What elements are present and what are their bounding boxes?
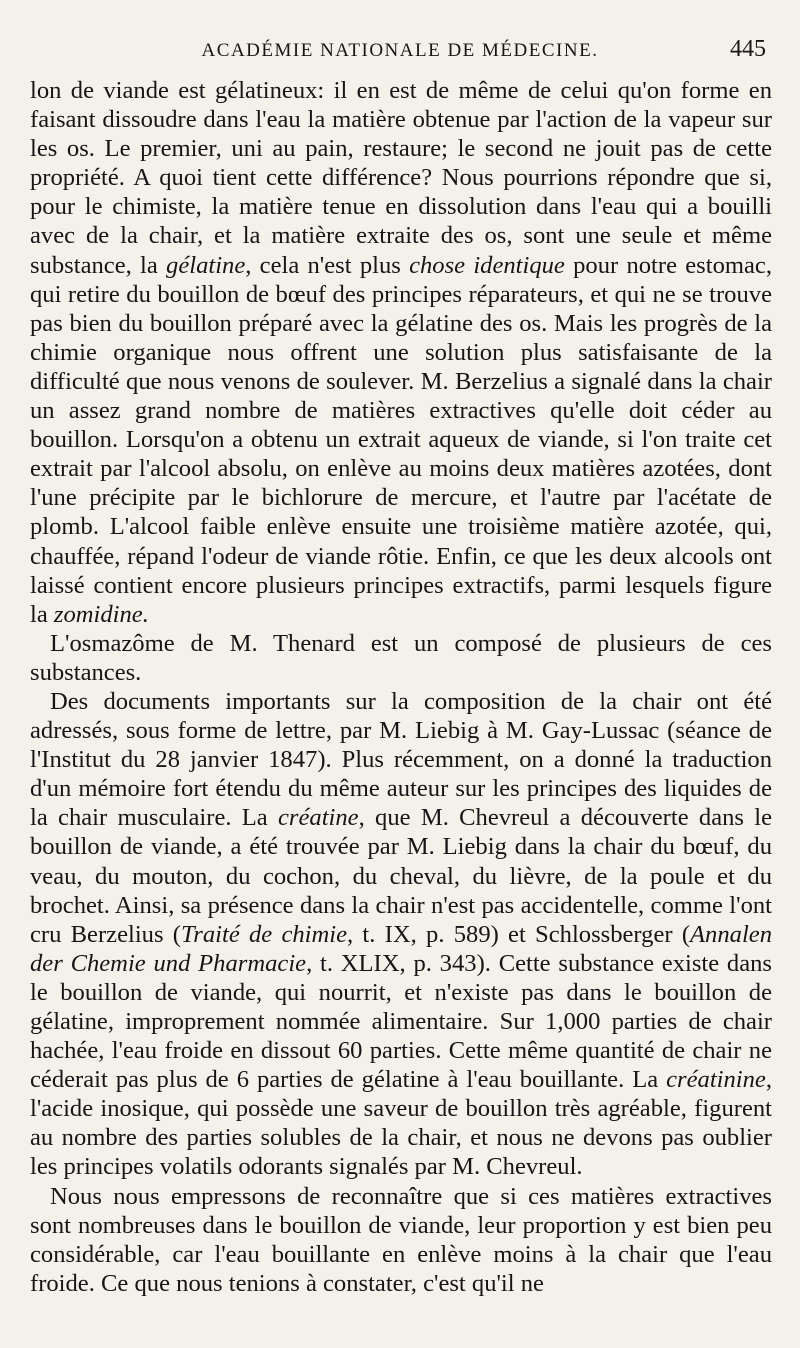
- italic-text: gélatine: [166, 251, 246, 279]
- text-run: , t. IX, p. 589) et Schlossberger (: [347, 920, 691, 948]
- paragraph: [30, 1182, 772, 1298]
- italic-text: chose identique: [409, 251, 565, 279]
- italic-text: zomidine.: [53, 600, 149, 628]
- paragraph: [30, 687, 772, 1182]
- italic-text: Traité de chimie: [180, 920, 348, 948]
- running-header: [30, 36, 772, 76]
- italic-text: Annalen der Chemie und Pharmacie: [30, 920, 772, 977]
- text-run: , cela n'est plus: [245, 251, 410, 279]
- paragraph: [30, 629, 772, 687]
- text-run: Nous nous empressons de reconnaître que si ces matières extractives sont nombreuses dans le bouillon de viande, leur proportion y est bien peu considérable, car l'eau bouillante en enlève moins à la chair que l'eau froide. Ce que nous tenions à constater, c'est qu'il ne: [30, 1182, 772, 1297]
- italic-text: créatinine: [666, 1066, 766, 1094]
- page: [30, 36, 772, 1298]
- text-run: lon de viande est gélatineux: il en est de même de celui qu'on forme en faisant dissoudre dans l'eau la matière obtenue par l'action de la vapeur sur les os. Le premier, uni au pain, restaure; le second ne jouit pas de cette propriété. A quoi tient cette différence? Nous pourrions répondre que si, pour le chimiste, la matière tenue en dissolution dans l'eau qui a bouilli avec de la chair, et la matière extraite des os, sont une seule et même substance, la: [30, 77, 772, 279]
- header-title: ACADÉMIE NATIONALE DE MÉDECINE.: [201, 40, 599, 61]
- text-run: pour notre estomac, qui retire du bouillon de bœuf des principes réparateurs, et qui ne se trouve pas bien du bouillon préparé avec la gélatine des os. Mais les progrès de la chimie organique nous offrent une solution plus satisfaisante de la difficulté que nous venons de soulever. M. Berzelius a signalé dans la chair un assez grand nombre de matières extractives qu'elle doit céder au bouillon. Lorsqu'on a obtenu un extrait aqueux de viande, si l'on traite cet extrait par l'alcool absolu, on enlève au moins deux matières azotées, dont l'une précipite par le bichlorure de mercure, et l'autre par l'acétate de plomb. L'alcool faible enlève ensuite une troisième matière azotée, qui, chauffée, répand l'odeur de viande rôtie. Enfin, ce que les deux alcools ont laissé contient encore plusieurs principes extractifs, parmi lesquels figure la: [30, 251, 772, 628]
- text-run: , l'acide inosique, qui possède une saveur de bouillon très agréable, figurent au nombre des parties solubles de la chair, et nous ne devons pas oublier les principes volatils odorants signalés par M. Chevreul.: [30, 1066, 772, 1181]
- paragraph: [30, 76, 772, 629]
- page-number: 445: [730, 36, 766, 62]
- text-run: , que M. Chevreul a découverte dans le bouillon de viande, a été trouvée par M. Liebig dans la chair du bœuf, du veau, du mouton, du cochon, du cheval, du lièvre, de la poule et du brochet. Ainsi, sa présence dans la chair n'est pas accidentelle, comme l'ont cru Berzelius (: [30, 804, 773, 948]
- text-run: L'osmazôme de M. Thenard est un composé de plusieurs de ces substances.: [30, 629, 772, 686]
- italic-text: créatine: [278, 804, 359, 832]
- text-run: Des documents importants sur la composition de la chair ont été adressés, sous forme de lettre, par M. Liebig à M. Gay-Lussac (séance de l'Institut du 28 janvier 1847). Plus récemment, on a donné la traduction d'un mémoire fort étendu du même auteur sur les principes des liquides de la chair musculaire. La: [30, 687, 772, 832]
- body-text: [30, 76, 772, 1298]
- text-run: , t. XLIX, p. 343). Cette substance existe dans le bouillon de viande, qui nourrit, et n'existe pas dans le bouillon de gélatine, improprement nommée alimentaire. Sur 1,000 parties de chair hachée, l'eau froide en dissout 60 parties. Cette même quantité de chair ne céderait pas plus de 6 parties de gélatine à l'eau bouillante. La: [30, 949, 773, 1094]
